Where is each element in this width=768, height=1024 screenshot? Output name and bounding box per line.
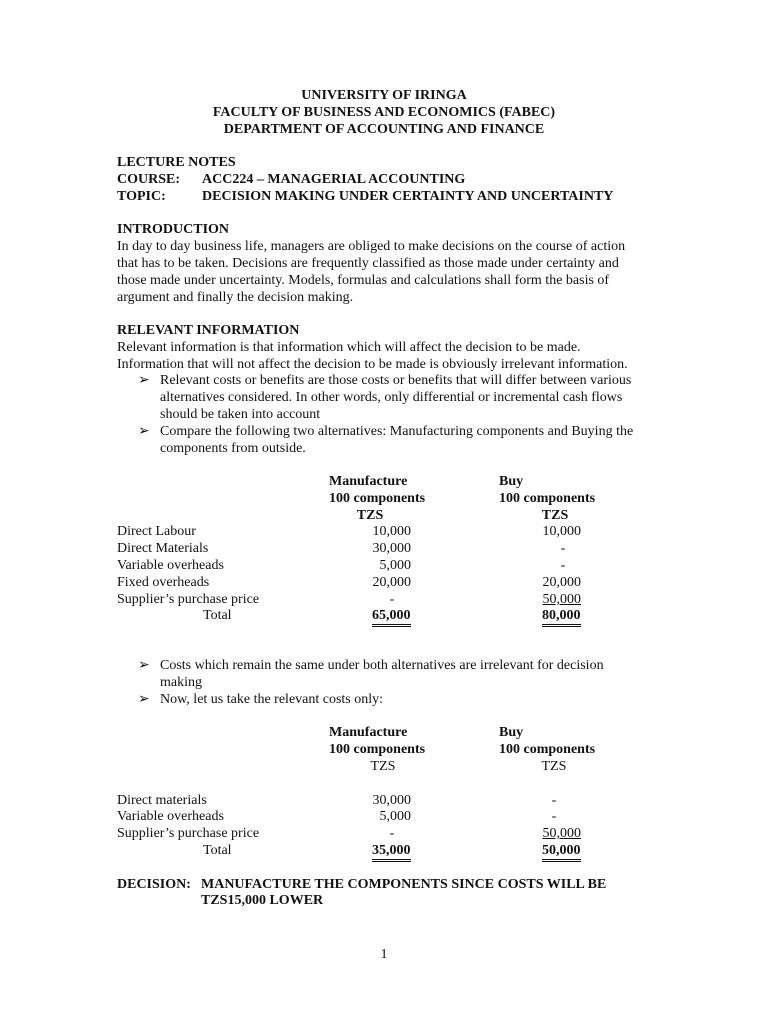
table2-col1-unit: TZS xyxy=(370,759,396,774)
table1-cell: - xyxy=(560,541,566,556)
table2-col1-head: Manufacture xyxy=(329,725,408,740)
table1-col2-head: Buy xyxy=(499,474,524,489)
course-value: ACC224 – MANAGERIAL ACCOUNTING xyxy=(202,172,466,187)
page-number: 1 xyxy=(380,947,388,962)
table2-row-label: Variable overheads xyxy=(117,809,224,824)
table2-cell: 5,000 xyxy=(379,809,411,824)
table1-total-a: 65,000 xyxy=(372,608,411,627)
table2-col1-head: 100 components xyxy=(329,742,426,757)
table2-total-b: 50,000 xyxy=(542,843,581,862)
table1-cell: 5,000 xyxy=(379,558,411,573)
table1-col2-unit: TZS xyxy=(541,508,569,523)
course-label: COURSE: xyxy=(117,172,181,187)
table2-row-label: Supplier’s purchase price xyxy=(117,826,260,841)
table1-cell: 50,000 xyxy=(542,592,581,607)
bullet-line: Costs which remain the same under both alternatives are irrelevant for decision xyxy=(160,658,604,673)
table1-row-label: Fixed overheads xyxy=(117,575,210,590)
table1-col2-head: 100 components xyxy=(499,491,596,506)
table2-total-label: Total xyxy=(203,843,232,858)
bullet-line: Now, let us take the relevant costs only: xyxy=(160,692,384,707)
relevant-line: Information that will not affect the decision to be made is obviously irrelevant information. xyxy=(117,357,628,372)
topic-label: TOPIC: xyxy=(117,189,166,204)
table1-cell: - xyxy=(389,592,395,607)
intro-heading: INTRODUCTION xyxy=(117,222,230,237)
table2-cell: 30,000 xyxy=(372,793,411,808)
table1-row-label: Direct Materials xyxy=(117,541,209,556)
decision-label: DECISION: xyxy=(117,877,191,892)
table1-cell: 20,000 xyxy=(542,575,581,590)
relevant-line: Relevant information is that information which will affect the decision to be made. xyxy=(117,340,581,355)
table1-cell: 10,000 xyxy=(542,524,581,539)
intro-line: that has to be taken. Decisions are frequently classified as those made under certainty and xyxy=(117,256,619,271)
bullet-arrow-icon: ➢ xyxy=(138,424,150,439)
table2-cell: - xyxy=(551,809,557,824)
intro-line: argument and finally the decision making. xyxy=(117,290,354,305)
faculty-title: FACULTY OF BUSINESS AND ECONOMICS (FABEC) xyxy=(212,105,556,120)
topic-value: DECISION MAKING UNDER CERTAINTY AND UNCERTAINTY xyxy=(202,189,614,204)
decision-line: TZS15,000 LOWER xyxy=(201,893,324,908)
bullet-arrow-icon: ➢ xyxy=(138,692,150,707)
intro-line: those made under uncertainty. Models, formulas and calculations shall form the basis of xyxy=(117,273,610,288)
relevant-heading: RELEVANT INFORMATION xyxy=(117,323,300,338)
table1-total-b: 80,000 xyxy=(542,608,581,627)
table2-cell: - xyxy=(389,826,395,841)
table1-cell: 10,000 xyxy=(372,524,411,539)
table1-row-label: Supplier’s purchase price xyxy=(117,592,260,607)
table2-col2-unit: TZS xyxy=(541,759,567,774)
table2-cell: - xyxy=(551,793,557,808)
bullet-line: Compare the following two alternatives: Manufacturing components and Buying the xyxy=(160,424,634,439)
table1-col1-unit: TZS xyxy=(356,508,384,523)
bullet-line: alternatives considered. In other words, only differential or incremental cash flows xyxy=(160,390,623,405)
table1-total-label: Total xyxy=(203,608,232,623)
bullet-arrow-icon: ➢ xyxy=(138,658,150,673)
table1-col1-head: Manufacture xyxy=(329,474,408,489)
table1-row-label: Direct Labour xyxy=(117,524,196,539)
table1-cell: 30,000 xyxy=(372,541,411,556)
doc-type: LECTURE NOTES xyxy=(117,155,236,170)
bullet-line: components from outside. xyxy=(160,441,306,456)
bullet-arrow-icon: ➢ xyxy=(138,373,150,388)
table2-total-a: 35,000 xyxy=(372,843,411,862)
table1-col1-head: 100 components xyxy=(329,491,426,506)
university-title: UNIVERSITY OF IRINGA xyxy=(301,88,467,103)
table1-row-label: Variable overheads xyxy=(117,558,224,573)
table2-col2-head: Buy xyxy=(499,725,524,740)
table2-cell: 50,000 xyxy=(542,826,581,841)
table1-cell: 20,000 xyxy=(372,575,411,590)
intro-line: In day to day business life, managers are obliged to make decisions on the course of action xyxy=(117,239,626,254)
bullet-line: should be taken into account xyxy=(160,407,321,422)
table2-col2-head: 100 components xyxy=(499,742,596,757)
table2-row-label: Direct materials xyxy=(117,793,207,808)
bullet-line: Relevant costs or benefits are those costs or benefits that will differ between various xyxy=(160,373,632,388)
department-title: DEPARTMENT OF ACCOUNTING AND FINANCE xyxy=(223,122,545,137)
decision-line: MANUFACTURE THE COMPONENTS SINCE COSTS WILL BE xyxy=(201,877,607,892)
table1-cell: - xyxy=(560,558,566,573)
bullet-line: making xyxy=(160,675,202,690)
